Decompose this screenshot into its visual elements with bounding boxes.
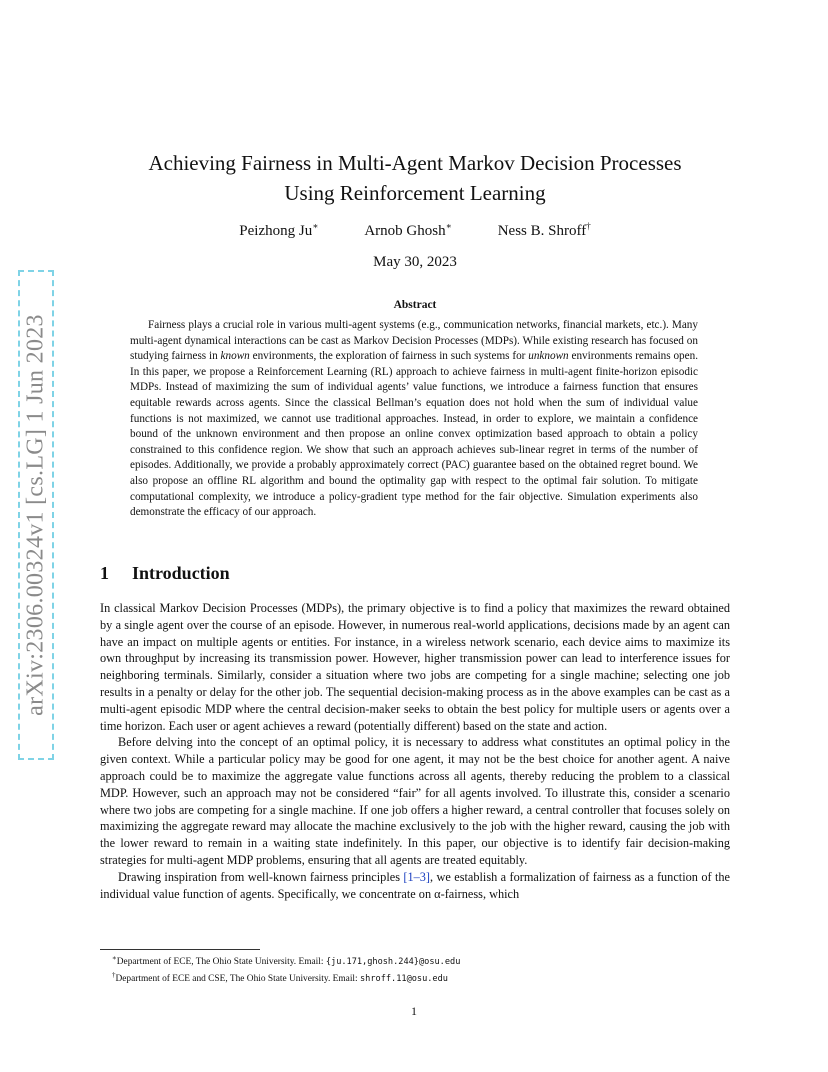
author-name: Peizhong Ju: [239, 223, 313, 239]
footnote-email: shroff.11@osu.edu: [360, 974, 448, 985]
paper-date: May 30, 2023: [373, 254, 457, 270]
abstract-segment: environments, the exploration of fairness in such systems for: [249, 350, 529, 363]
author-mark: ∗: [312, 221, 319, 231]
paragraph: [100, 869, 730, 903]
footnotes: [100, 952, 730, 986]
abstract-segment: environments remains open. In this paper, we propose a Reinforcement Learning (RL) approach to achieve fairness in multi-agent finite-horizon episodic MDPs. Instead of maximizing the sum of individual agents’ value functions, we introduce a fairness function that ensures equitable rewards across agents. Since the classical Bellman’s equation does not hold when the sum of individual value functions is not maximized, we cannot use traditional approaches. Instead, in order to explore, we maintain a confidence bound of the unknown environment and then propose an online convex optimization based approach to obtain a policy constrained to this confidence region. We show that such an approach achieves sub-linear regret in terms of the number of episodes. Additionally, we provide a probably approximately correct (PAC) guarantee based on the obtained regret bound. We also propose an offline RL algorithm and bound the optimality gap with respect to the optimal fair solution. To mitigate computational complexity, we introduce a policy-gradient type method for the fair objective. Simulation experiments also demonstrate the efficacy of our approach.: [130, 350, 699, 519]
paper-title: [100, 148, 730, 208]
paragraph-segment: Drawing inspiration from well-known fairness principles: [118, 869, 404, 884]
paragraph: In classical Markov Decision Processes (MDPs), the primary objective is to find a policy that maximizes the reward obtained by a single agent over the course of an episode. However, in numerous real-world applications, decisions made by an agent can have an impact on multiple agents or entities. For instance, in a wireless network scenario, each device aims to maximize its own throughput by increasing its transmission power. However, higher transmission power can lead to interference issues for neighboring terminals. Similarly, consider a situation where two jobs are competing for a single machine; selecting one job results in a penalty or delay for the other job. The sequential decision-making process as in the above examples can be cast as a multi-agent episodic MDP where the central decision-maker seeks to obtain the best policy for multiple users or agents over a time horizon. Each user or agent achieves a reward (potentially different) based on the state and action.: [100, 601, 730, 733]
footnote-email: {ju.171,ghosh.244}@osu.edu: [325, 957, 461, 968]
paragraph-segment: , we establish a formalization of fairness as a function of the individual value function of agents. Specifically, we concentrate on α-fairness, which: [100, 869, 730, 901]
abstract-emphasis: known: [220, 350, 250, 363]
footnote-divider: [100, 949, 260, 950]
section-title: Introduction: [132, 563, 230, 583]
abstract-segment: Fairness plays a crucial role in various multi-agent systems (e.g., communication networks, financial markets, etc.). Many multi-agent dynamical interactions can be cast as Markov Decision Processes (MDPs). While existing research has focused on studying fairness in: [130, 319, 698, 363]
page-number: 1: [411, 1004, 417, 1018]
author-mark: †: [586, 221, 591, 231]
footnote-text: Department of ECE, The Ohio State University. Email:: [116, 957, 326, 968]
arxiv-stamp[interactable]: [18, 270, 54, 760]
author-list: [100, 221, 730, 240]
abstract-text: [130, 318, 698, 521]
section-number: 1: [100, 563, 109, 583]
author: [239, 221, 318, 240]
paragraph: Before delving into the concept of an optimal policy, it is necessary to address what constitutes an optimal policy in the given context. While a particular policy may be good for one agent, it may not be the best choice for another agent. A naive approach could be to maximize the aggregate value functions across all agents, thereby reducing the problem to a classical MDP. However, such an approach may not be considered “fair” for all agents involved. To illustrate this, consider a scenario where two jobs are competing for a single machine. If one job offers a higher reward, a central controller that focuses solely on maximizing the aggregate reward may allocate the machine exclusively to the job with the higher reward, causing the job with the lower reward to remain in a waiting state indefinitely. In this paper, our objective is to identify fair decision-making strategies for multi-agent MDP problems, ensuring that all agents are treated equitably.: [100, 735, 730, 867]
introduction-body: [100, 600, 730, 902]
footnote: [100, 969, 730, 986]
author-mark: ∗: [445, 221, 452, 231]
author-name: Ness B. Shroff: [497, 223, 587, 239]
footnote-mark: †: [112, 971, 116, 980]
arxiv-id: arXiv:2306.00324v1 [cs.LG] 1 Jun 2023: [22, 314, 49, 716]
section-heading: [100, 563, 230, 584]
footnote-mark: ∗: [112, 954, 117, 962]
title-line-1: Achieving Fairness in Multi-Agent Markov Decision Processes: [148, 151, 682, 175]
citation-link[interactable]: [1–3]: [403, 869, 431, 884]
author: [364, 221, 451, 240]
abstract-emphasis: unknown: [528, 350, 569, 363]
title-line-2: Using Reinforcement Learning: [284, 181, 546, 205]
author: [498, 221, 591, 240]
footnote-text: Department of ECE and CSE, The Ohio State University. Email:: [115, 974, 360, 985]
author-name: Arnob Ghosh: [364, 223, 446, 239]
footnote: [100, 952, 730, 969]
abstract-heading: Abstract: [393, 299, 437, 311]
